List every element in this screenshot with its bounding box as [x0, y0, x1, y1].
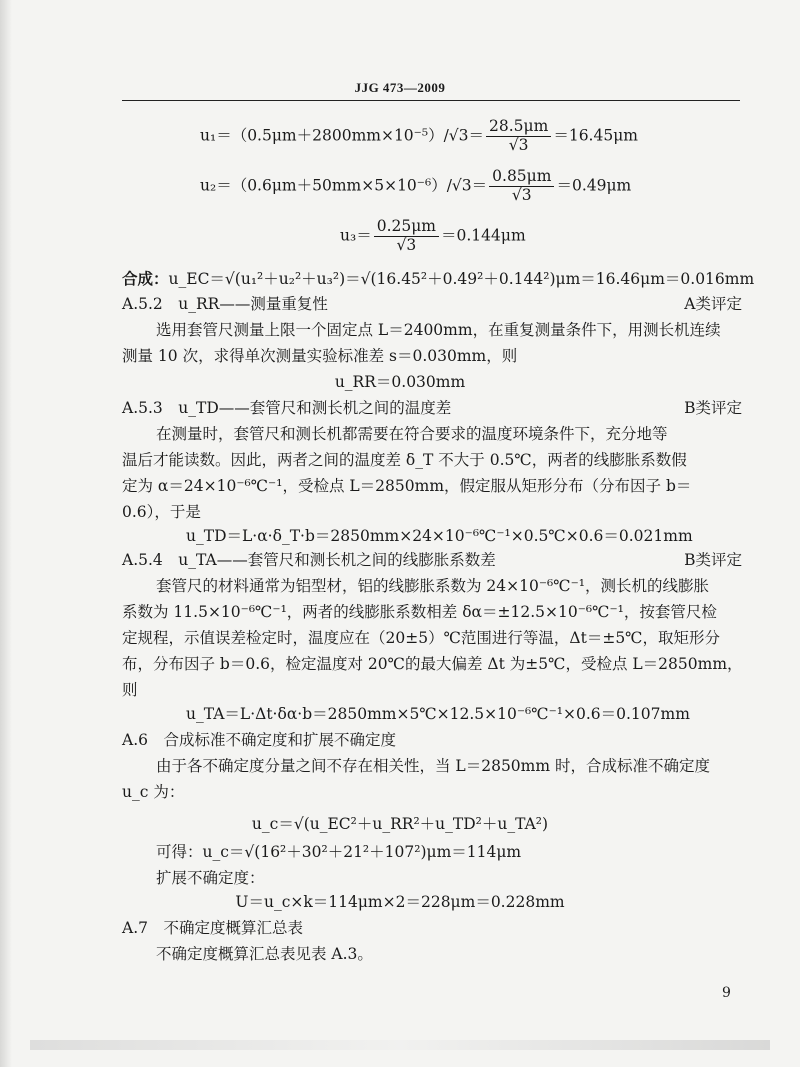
page-number: 9 — [722, 985, 731, 1001]
section-a54-heading: A.5.4 u_TA——套管尺和测长机之间的线膨胀系数差 — [122, 551, 496, 569]
section-a53-text-2: 温后才能读数。因此，两者之间的温度差 δ_T 不大于 0.5℃，两者的线膨胀系数假 — [122, 451, 687, 469]
equation-u1 — [200, 118, 638, 155]
section-a6-equation-U: U＝u_c×k＝114μm×2＝228μm＝0.228mm — [235, 893, 565, 911]
section-a54-text-4: 布，分布因子 b＝0.6，检定温度对 20℃的最大偏差 Δt 为±5℃，受检点 L＝2850mm， — [122, 655, 743, 673]
section-a53-text-4: 0.6），于是 — [122, 503, 201, 521]
section-a6-heading: A.6 合成标准不确定度和扩展不确定度 — [122, 731, 396, 749]
equation-u3-denominator: √3 — [396, 235, 417, 254]
equation-u1-rhs: ＝16.45μm — [553, 126, 638, 145]
section-a6-text-4: 扩展不确定度： — [156, 869, 265, 887]
section-a54-equation: u_TA＝L·Δt·δα·b＝2850mm×5℃×12.5×10⁻⁶℃⁻¹×0.6＝0.107mm — [186, 705, 690, 723]
header-rule — [122, 100, 740, 101]
section-a6-text-2: u_c 为： — [122, 783, 185, 801]
section-a54-text-3: 定规程，示值误差检定时，温度应在（20±5）℃范围进行等温，Δt＝±5℃，取矩形分 — [122, 629, 721, 647]
section-a7-heading: A.7 不确定度概算汇总表 — [122, 919, 303, 937]
section-a6-text-1: 由于各不确定度分量之间不存在相关性，当 L＝2850mm 时，合成标准不确定度 — [156, 757, 710, 775]
combined-label: 合成： — [122, 269, 169, 288]
equation-u1-denominator: √3 — [508, 135, 529, 154]
equation-u2-numerator: 0.85μm — [489, 168, 554, 187]
equation-u3-fraction — [374, 218, 439, 255]
scan-bottom-artifact — [30, 1040, 770, 1050]
equation-u2-rhs: ＝0.49μm — [556, 176, 632, 195]
equation-u3-lhs: u₃＝ — [340, 226, 372, 245]
section-a52-text-2: 测量 10 次，求得单次测量实验标准差 s＝0.030mm，则 — [122, 347, 518, 365]
section-a54-text-1: 套管尺的材料通常为铝型材，铝的线膨胀系数为 24×10⁻⁶℃⁻¹，测长机的线膨胀 — [156, 577, 709, 595]
section-a6-equation-uc: u_c＝√(u_EC²＋u_RR²＋u_TD²＋u_TA²) — [251, 815, 549, 833]
section-a53-equation: u_TD＝L·α·δ_T·b＝2850mm×24×10⁻⁶℃⁻¹×0.5℃×0.6＝0.021mm — [186, 527, 693, 545]
standard-code-header: JJG 473—2009 — [354, 80, 446, 95]
section-a52-text-1: 选用套管尺测量上限一个固定点 L＝2400mm，在重复测量条件下，用测长机连续 — [156, 321, 721, 339]
equation-u2 — [200, 168, 631, 205]
section-a52-eval-type: A类评定 — [684, 295, 742, 313]
section-a52-equation: u_RR＝0.030mm — [334, 373, 466, 391]
section-a6-text-3: 可得：u_c＝√(16²＋30²＋21²＋107²)μm＝114μm — [156, 843, 522, 861]
equation-u2-fraction — [489, 168, 554, 205]
combined-uec-line — [122, 268, 754, 290]
equation-u2-lhs: u₂＝（0.6μm＋50mm×5×10⁻⁶）/√3＝ — [200, 176, 488, 195]
section-a54-text-5: 则 — [122, 681, 138, 699]
section-a54-text-2: 系数为 11.5×10⁻⁶℃⁻¹，两者的线膨胀系数相差 δα＝±12.5×10⁻⁶℃⁻¹，按套管尺检 — [122, 603, 717, 621]
equation-u2-denominator: √3 — [511, 185, 532, 204]
combined-formula: u_EC＝√(u₁²＋u₂²＋u₃²)＝√(16.45²＋0.49²＋0.144²)μm＝16.46μm＝0.016mm — [168, 270, 755, 288]
equation-u1-numerator: 28.5μm — [486, 118, 551, 137]
section-a52-heading: A.5.2 u_RR——测量重复性 — [122, 295, 328, 313]
equation-u1-fraction — [486, 118, 551, 155]
section-a54-eval-type: B类评定 — [684, 551, 742, 569]
section-a53-heading: A.5.3 u_TD——套管尺和测长机之间的温度差 — [122, 399, 452, 417]
equation-u3-numerator: 0.25μm — [374, 218, 439, 237]
equation-u3 — [340, 218, 526, 255]
section-a53-text-3: 定为 α＝24×10⁻⁶℃⁻¹，受检点 L＝2850mm，假定服从矩形分布（分布因子 b＝ — [122, 477, 692, 495]
section-a53-eval-type: B类评定 — [684, 399, 742, 417]
section-a7-text-1: 不确定度概算汇总表见表 A.3。 — [156, 945, 373, 963]
equation-u3-rhs: ＝0.144μm — [441, 226, 526, 245]
section-a53-text-1: 在测量时，套管尺和测长机都需要在符合要求的温度环境条件下，充分地等 — [156, 425, 668, 443]
equation-u1-lhs: u₁＝（0.5μm＋2800mm×10⁻⁵）/√3＝ — [200, 126, 485, 145]
